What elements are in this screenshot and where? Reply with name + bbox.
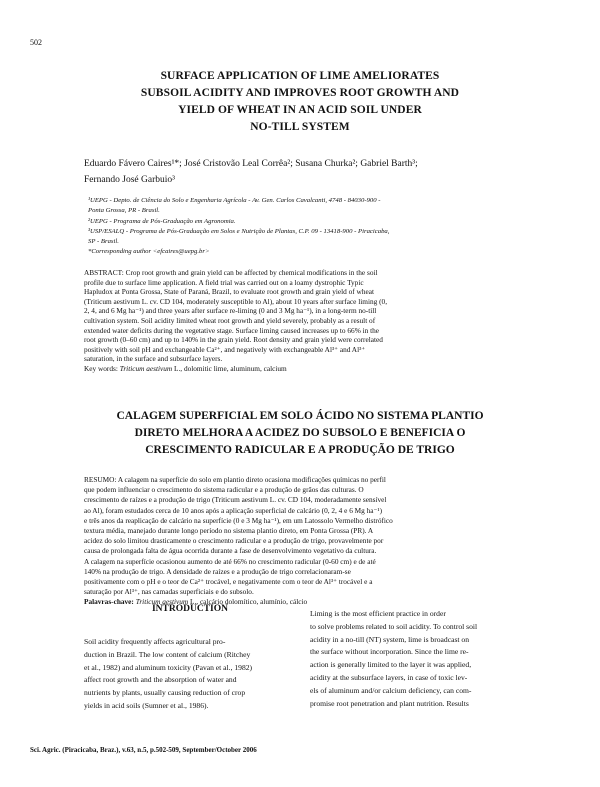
author-list bbox=[84, 156, 524, 188]
resumo-line: e três anos da reaplicação de calcário na superfície (0 e 3 Mg ha⁻¹), em um Latossolo Vermelho distrófico bbox=[84, 515, 393, 525]
corresponding-author: *Corresponding author <efcaires@uepg.br> bbox=[88, 248, 210, 256]
key-words-list: L., dolomitic lime, aluminum, calcium bbox=[174, 363, 287, 373]
resumo-line: textura média, manejado durante longo período no sistema plantio direto, em Ponta Grossa (PR). A bbox=[84, 526, 374, 536]
resumo-line: 140% na produção de trigo. A densidade de raízes e a produção de trigo correlacionaram-se bbox=[84, 566, 351, 576]
abstract-line: Hapludox at Ponta Grossa, State of Paraná, Brazil, to evaluate root growth and grain yield of wheat bbox=[84, 287, 374, 297]
body-line: acidity in a no-till (NT) system, lime is broadcast on bbox=[310, 634, 470, 644]
body-line: action is generally limited to the layer it was applied, bbox=[310, 660, 472, 670]
abstract-line: extended water deficits during the vegetative stage. Surface liming caused increases up to 66% in the bbox=[84, 325, 380, 335]
body-line: Liming is the most efficient practice in order bbox=[310, 609, 446, 618]
resumo-line: A calagem na superfície ocasionou aumento de até 66% no crescimento radicular (0-60 cm) e de até bbox=[84, 556, 376, 566]
resumo-line: causa de prolongada falta de água ocorrida durante a fase de desenvolvimento vegetativo da cultura. bbox=[84, 546, 377, 556]
abstract-line: (Triticum aestivum L. cv. CD 104, moderately susceptible to Al), about 10 years after surface liming (0, bbox=[84, 296, 388, 306]
title-line: SUBSOIL ACIDITY AND IMPROVES ROOT GROWTH AND bbox=[140, 87, 460, 99]
body-line: nutrients by plants, usually causing reduction of crop bbox=[84, 688, 246, 698]
affiliations bbox=[88, 196, 518, 258]
body-line: to solve problems related to soil acidity. To control soil bbox=[310, 621, 478, 631]
body-line: the surface without incorporation. Since the lime re- bbox=[310, 647, 469, 657]
title-line: YIELD OF WHEAT IN AN ACID SOIL UNDER bbox=[178, 104, 422, 116]
author-line: Fernando José Garbuio³ bbox=[84, 175, 175, 185]
resumo-line: acidez do solo limitou drasticamente o crescimento radicular e a produção de trigo, provavelmente por bbox=[84, 536, 384, 546]
palavras-chave-species: Triticum aestivum bbox=[135, 597, 189, 607]
resumo-line: positivamente com o pH e o teor de Ca²⁺ trocável, e negativamente com o teor de Al³⁺ trocável e a bbox=[84, 577, 373, 587]
abstract-line: 2, 4, and 6 Mg ha⁻¹) and three years after surface re-liming (0 and 3 Mg ha⁻¹), in a long-term no-till bbox=[84, 306, 377, 316]
body-line: duction in Brazil. The low content of calcium (Ritchey bbox=[84, 649, 251, 659]
key-words-species: Triticum aestivum bbox=[119, 363, 173, 373]
right-column bbox=[310, 608, 522, 710]
title-pt-line: CRESCIMENTO RADICULAR E A PRODUÇÃO DE TRIGO bbox=[145, 444, 455, 456]
title-pt-line: CALAGEM SUPERFICIAL EM SOLO ÁCIDO NO SISTEMA PLANTIO bbox=[116, 410, 484, 422]
key-words bbox=[84, 364, 522, 374]
journal-footer: Sci. Agric. (Piracicaba, Braz.), v.63, n.5, p.502-509, September/October 2006 bbox=[30, 746, 257, 754]
abstract-line: cultivation system. Soil acidity limited wheat root growth and yield severely, probably as a result of bbox=[84, 315, 376, 325]
title-line: SURFACE APPLICATION OF LIME AMELIORATES bbox=[160, 70, 440, 82]
affiliation-line: ³USP/ESALQ - Programa de Pós-Graduação em Solos e Nutrição de Plantas, C.P. 09 - 13418-900 - Piracicaba, bbox=[88, 227, 390, 235]
body-line: yields in acid soils (Sumner et al., 1986). bbox=[84, 700, 209, 710]
resumo-line: crescimento de raízes e a produção de trigo (Triticum aestivum L. cv. CD 104, moderadamente sensível bbox=[84, 495, 387, 505]
resumo-line: saturação por Al³⁺, nas camadas superficiais e do subsolo. bbox=[84, 587, 254, 597]
abstract-line: positively with soil pH and exchangeable Ca²⁺, and negatively with exchangeable Al³⁺ and Al³⁺ bbox=[84, 344, 366, 354]
body-line: els of aluminum and/or calcium deficiency, can com- bbox=[310, 685, 472, 695]
resumo-line: ao Al), foram estudados cerca de 10 anos após a aplicação superficial de calcário (0, 2, 4 e 6 Mg ha⁻¹) bbox=[84, 505, 382, 515]
affiliation-line: Ponta Grossa, PR - Brasil. bbox=[88, 207, 160, 215]
abstract-line: root growth (0–60 cm) and up to 140% in the grain yield. Root density and grain yield were correlated bbox=[84, 335, 383, 345]
body-line: affect root growth and the absorption of water and bbox=[84, 675, 237, 685]
abstract-line: profile due to surface lime application. A field trial was carried out on a loamy dystrophic Typic bbox=[84, 277, 364, 287]
title-line: NO-TILL SYSTEM bbox=[250, 121, 350, 133]
introduction-heading: INTRODUCTION bbox=[151, 604, 228, 614]
body-line: et al., 1982) and aluminum toxicity (Pavan et al., 1982) bbox=[84, 662, 253, 672]
abstract-line: saturation, in the surface and subsurface layers. bbox=[84, 354, 223, 364]
palavras-chave-label: Palavras-chave: bbox=[84, 597, 134, 607]
affiliation-line: ¹UEPG - Depto. de Ciência do Solo e Engenharia Agrícola - Av. Gen. Carlos Cavalcanti, 4748 - 84030-900 - bbox=[88, 197, 381, 204]
resumo bbox=[84, 475, 522, 608]
resumo-line: que podem influenciar o crescimento do sistema radicular e a produção de grãos das culturas. O bbox=[84, 485, 364, 495]
body-line: acidity at the subsurface layers, in case of toxic lev- bbox=[310, 672, 468, 682]
portuguese-title bbox=[85, 408, 515, 459]
affiliation-line: ²UEPG - Programa de Pós-Graduação em Agronomia. bbox=[88, 217, 236, 225]
abstract-line: ABSTRACT: Crop root growth and grain yield can be affected by chemical modifications in the soil bbox=[84, 268, 378, 277]
key-words-label: Key words: bbox=[84, 363, 118, 373]
author-line: Eduardo Fávero Caires¹*; José Cristovão Leal Corrêa²; Susana Churka²; Gabriel Barth³; bbox=[84, 159, 418, 169]
palavras-chave-list: L., calcário dolomítico, alumínio, cálcio bbox=[190, 597, 308, 607]
title-pt-line: DIRETO MELHORA A ACIDEZ DO SUBSOLO E BENEFICIA O bbox=[134, 427, 466, 439]
abstract bbox=[84, 268, 522, 374]
page-number: 502 bbox=[30, 38, 42, 47]
affiliation-line: SP - Brasil. bbox=[88, 238, 119, 246]
article-title bbox=[90, 68, 510, 136]
left-column bbox=[84, 636, 296, 713]
body-line: Soil acidity frequently affects agricultural pro- bbox=[84, 637, 226, 646]
body-line: promise root penetration and plant nutrition. Results bbox=[310, 698, 469, 708]
resumo-line: RESUMO: A calagem na superfície do solo em plantio direto ocasiona modificações químicas no perfil bbox=[84, 475, 386, 484]
